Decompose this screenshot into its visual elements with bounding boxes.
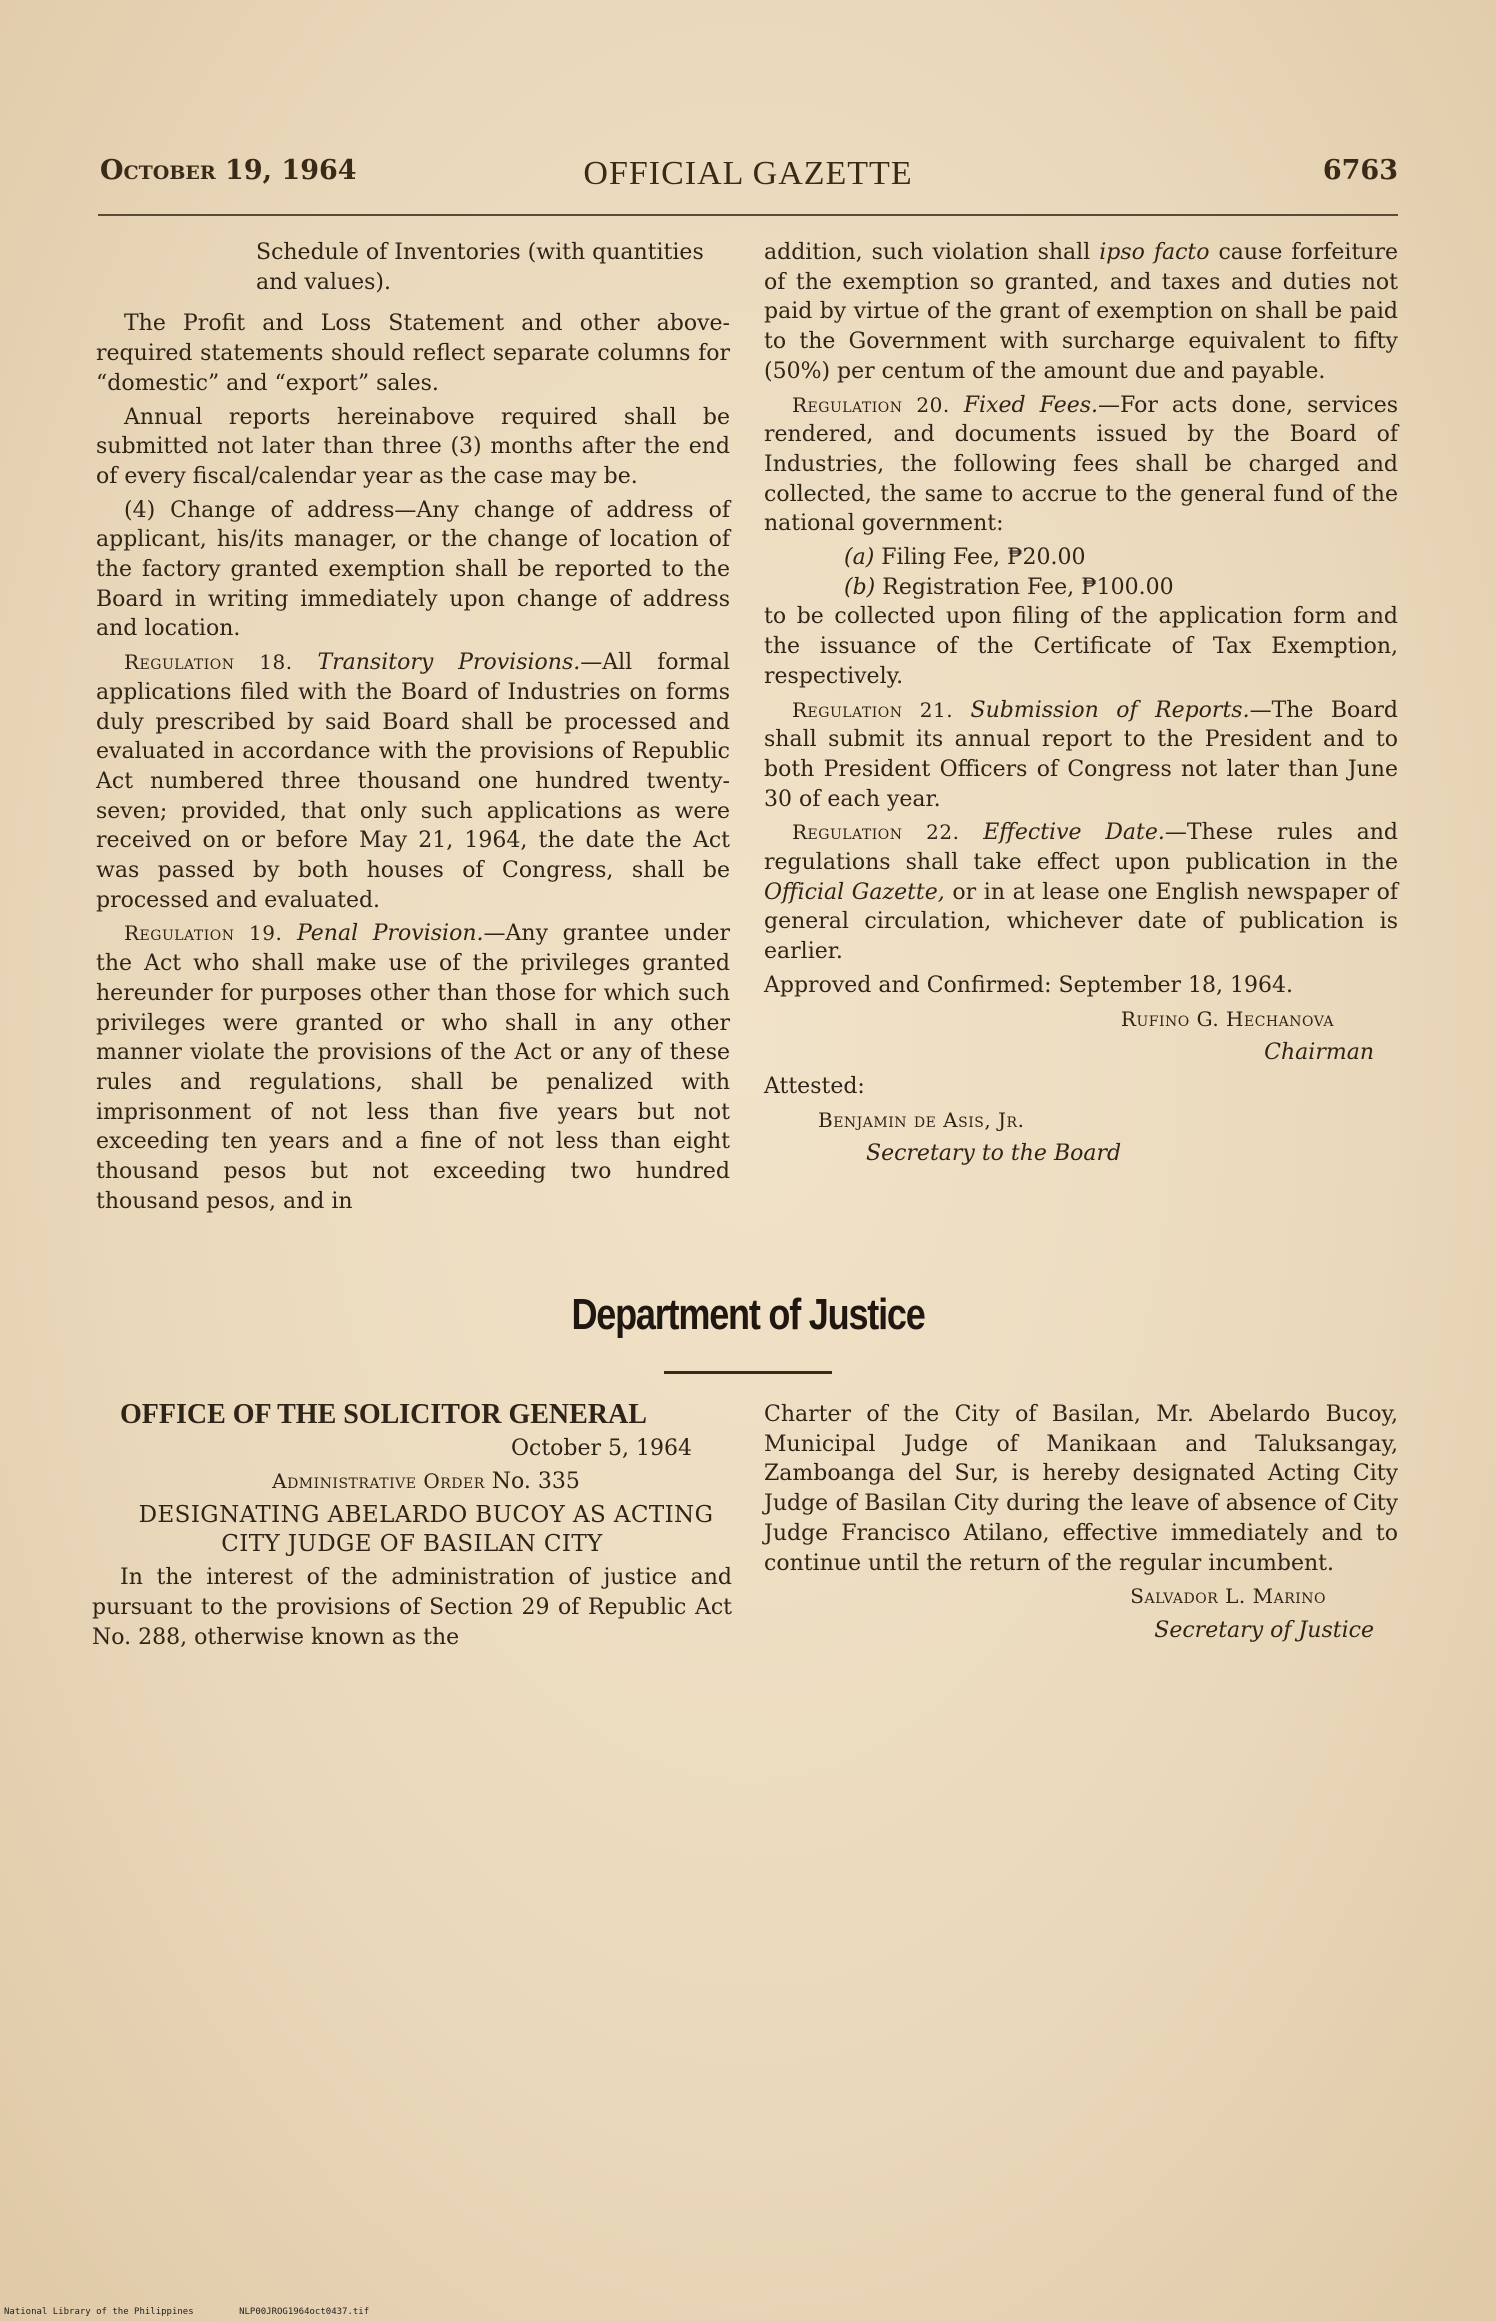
paragraph-forfeiture <box>764 238 1398 387</box>
regulation-21 <box>764 696 1398 815</box>
fee-item-registration <box>764 573 1398 603</box>
page-number: 6763 <box>1322 155 1398 186</box>
regulation-label: Regulation 22. <box>792 820 960 845</box>
column-left-bottom <box>92 1400 732 1656</box>
file-id: NLP00JROG1964oct0437.tif <box>239 2307 370 2317</box>
administrative-order-number <box>92 1467 732 1497</box>
regulation-title: Effective Date. <box>983 820 1165 846</box>
regulation-title: Submission of Reports. <box>970 697 1250 723</box>
regulation-20 <box>764 391 1398 540</box>
fee-label: (b) <box>844 574 876 600</box>
attested-label: Attested: <box>764 1073 865 1099</box>
signer-secretary-name: Benjamin de Asis, Jr. <box>818 1107 1025 1132</box>
office-heading: OFFICE OF THE SOLICITOR GENERAL <box>120 1399 647 1430</box>
publication-title: OFFICIAL GAZETTE <box>583 155 913 192</box>
regulation-label: Regulation 20. <box>792 392 950 417</box>
library-credit: National Library of the Philippines <box>4 2307 194 2317</box>
column-left-top <box>96 238 730 1221</box>
regulation-18 <box>96 648 730 915</box>
regulation-label: Regulation 19. <box>124 921 283 946</box>
regulation-text: or in at lease one English newspaper of general circulation, whichever date of publication is earlier. <box>764 879 1398 965</box>
signer-justice-title: Secretary of Justice <box>1154 1617 1374 1643</box>
regulation-title: Transitory Provisions. <box>317 650 581 676</box>
regulation-text: —For acts done, services rendered, and documents issued by the Board of Industries, the following fees shall be charged and collected, the same to accrue to the general fund of the national government: <box>764 392 1398 537</box>
fee-text: Filing Fee, ₱20.00 <box>881 545 1086 571</box>
paragraph-annual-reports: Annual reports hereinabove required shall be submitted not later than three (3) months after the end of every fiscal/calendar year as the case may be. <box>96 404 730 489</box>
header-rule <box>98 214 1398 216</box>
italic-run: Official Gazette, <box>764 879 945 905</box>
fee-text: Registration Fee, ₱100.00 <box>882 574 1174 600</box>
regulation-text: —These rules and regulations shall take effect upon publication in the <box>764 820 1398 876</box>
order-title: DESIGNATING ABELARDO BUCOY AS ACTING CITY JUDGE OF BASILAN CITY <box>138 1502 714 1558</box>
department-heading: Department of Justice <box>571 1290 925 1339</box>
paragraph-fees-collection: to be collected upon filing of the application form and the issuance of the Certificate of Tax Exemption, respectively. <box>764 604 1398 689</box>
regulation-text: —The Board shall submit its annual report to the President and to both President Officers of Congress not later than June 30 of each year. <box>764 697 1398 812</box>
order-label: Administrative Order <box>272 1469 485 1494</box>
regulation-label: Regulation 18. <box>124 650 293 675</box>
order-body-continued: Charter of the City of Basilan, Mr. Abelardo Bucoy, Municipal Judge of Manikaan and Taluksangay, Zamboanga del Sur, is hereby designated Acting City Judge of Basilan City during the leave of absence of City Judge Francisco Atilano, effective immediately and to continue until the return of the regular incumbent. <box>764 1402 1398 1576</box>
text-run: addition, such violation shall <box>764 240 1100 265</box>
signer-chairman-name: Rufino G. Hechanova <box>1120 1006 1334 1031</box>
paragraph-profit-loss: The Profit and Loss Statement and other above-required statements should reflect separate columns for “domestic” and “export” sales. <box>96 311 730 396</box>
regulation-title: Fixed Fees. <box>963 392 1099 418</box>
order-no: No. 335 <box>491 1469 580 1495</box>
scan-footer <box>4 2307 409 2317</box>
order-date: October 5, 1964 <box>510 1435 692 1461</box>
paragraph-inventories: Schedule of Inventories (with quantities and values). <box>256 240 704 295</box>
text-run: cause forfeiture of the exemption so granted, and taxes and duties not paid by virtue of the grant of exemption on shall be paid to the Government with surcharge equivalent to fifty (50%) per centum of the amount due and payable. <box>764 240 1398 384</box>
paragraph-change-of-address: (4) Change of address—Any change of address of applicant, his/its manager, or the change of location of the factory granted exemption shall be reported to the Board in writing immediately upon change of address and location. <box>96 497 730 642</box>
regulation-text: —Any grantee under the Act who shall make use of the privileges granted hereunder for purposes other than those for which such privileges were granted or who shall in any other manner violate the provisions of the Act or any of these rules and regulations, shall be penalized with imprisonment of not less than five years but not exceeding ten years and a fine of not less than eight thousand pesos but not exceeding two hundred thousand pesos, and in <box>96 921 730 1214</box>
signer-justice-name: Salvador L. Marino <box>1130 1584 1326 1609</box>
issue-date: October 19, 1964 <box>100 155 357 186</box>
signer-secretary-title: Secretary to the Board <box>866 1141 1122 1167</box>
fee-label: (a) <box>844 545 875 571</box>
order-body-start: In the interest of the administration of justice and pursuant to the provisions of Section 29 of Republic Act No. 288, otherwise known as the <box>92 1565 732 1650</box>
approved-line: Approved and Confirmed: September 18, 1964. <box>764 972 1293 998</box>
italic-run: ipso facto <box>1099 240 1210 265</box>
fee-item-filing <box>764 543 1398 573</box>
regulation-label: Regulation 21. <box>792 697 954 722</box>
column-right-top <box>764 238 1398 1173</box>
column-right-bottom <box>764 1400 1398 1650</box>
department-rule <box>664 1371 832 1374</box>
regulation-22 <box>764 818 1398 967</box>
regulation-text: —All formal applications filed with the Board of Industries on forms duly prescribed by said Board shall be processed and evaluated in accordance with the provisions of Republic Act numbered three thousand one hundred twenty-seven; provided, that only such applications as were received on or before May 21, 1964, the date the Act was passed by both houses of Congress, shall be processed and evaluated. <box>96 650 730 913</box>
regulation-19 <box>96 919 730 1216</box>
signer-chairman-title: Chairman <box>1264 1040 1374 1066</box>
regulation-title: Penal Provision. <box>296 921 484 947</box>
